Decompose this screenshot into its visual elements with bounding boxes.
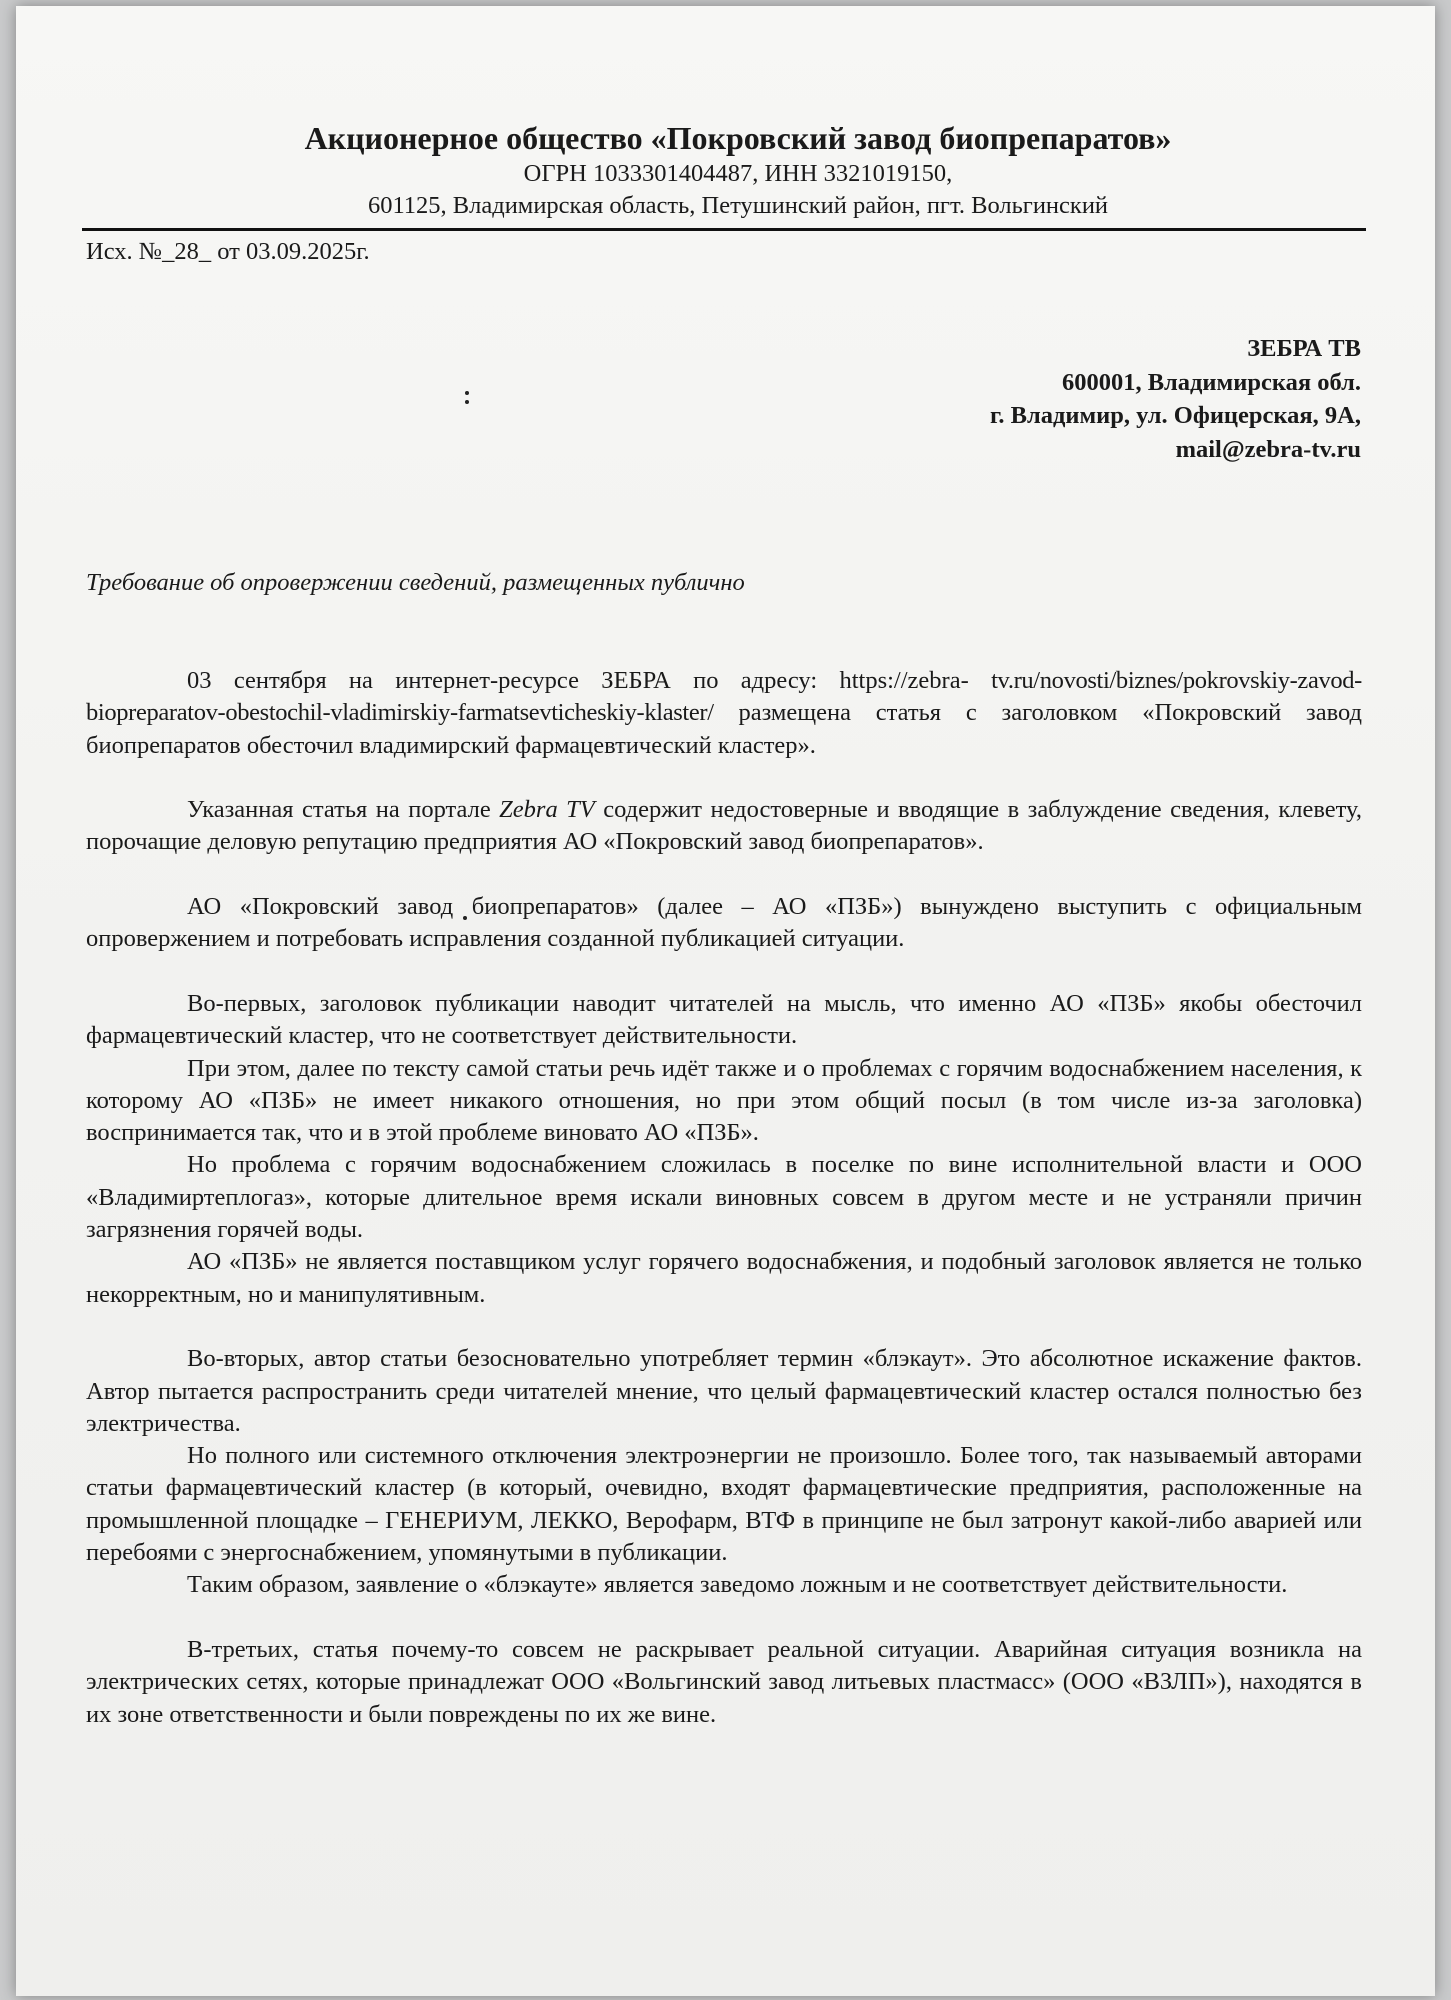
scan-speck xyxy=(465,391,469,395)
article-url: tv.ru/novosti/biznes/pokrovskiy-zavod-biopreparatov-obestochil-vladimirskiy-farmatsevticheskiy-klaster/ xyxy=(86,667,1362,727)
paragraph xyxy=(86,665,1362,762)
paragraph: Но проблема с горячим водоснабжением сложилась в поселке по вине исполнительной власти и ООО «Владимиртеплогаз», которые длительное время искали виновных совсем в другом месте и не устраняли причин загрязнения горячей воды. xyxy=(86,1151,1362,1244)
outgoing-number: Исх. №_28_ от 03.09.2025г. xyxy=(86,238,370,265)
paragraph xyxy=(86,794,1362,859)
paragraph: В-третьих, статья почему-то совсем не раскрывает реальной ситуации. Аварийная ситуация возникла на электрических сетях, которые принадлежат ООО «Вольгинский завод литьевых пластмасс» (ООО «ВЗЛП»), находятся в их зоне ответственности и были повреждены по их же вине. xyxy=(86,1635,1362,1728)
company-registration: ОГРН 1033301404487, ИНН 3321019150, xyxy=(523,160,953,187)
company-name: Акционерное общество «Покровский завод биопрепаратов» xyxy=(304,120,1172,156)
paragraph: Но полного или системного отключения электроэнергии не произошло. Более того, так называемый авторами статьи фармацевтический кластер (в который, очевидно, входят фармацевтические предприятия, расположенные на промышленной площадке – ГЕНЕРИУМ, ЛЕККО, Верофарм, ВТФ в принципе не был затронут какой-либо аварией или перебоями с энергоснабжением, упомянутыми в публикации. xyxy=(86,1442,1362,1567)
recipient-address-line-1: 600001, Владимирская обл. xyxy=(1061,368,1361,396)
letterhead-divider xyxy=(82,228,1366,231)
recipient-block xyxy=(990,332,1361,466)
letter-body xyxy=(86,665,1362,1731)
letter-page xyxy=(16,6,1435,1996)
paragraph: При этом, далее по тексту самой статьи речь идёт также и о проблемах с горячим водоснабжением населения, к которому АО «ПЗБ» не имеет никакого отношения, но при этом общий посыл (в том числе из-за заголовка) воспринимается так, что и в этой проблеме виновато АО «ПЗБ». xyxy=(86,1054,1362,1147)
paragraph-text: размещена статья с заголовком «Покровский завод биопрепаратов обесточил владимирский фармацевтический кластер». xyxy=(86,699,1362,759)
recipient-email: mail@zebra-tv.ru xyxy=(1175,435,1361,463)
letterhead xyxy=(16,118,1435,222)
paragraph-text: содержит недостоверные и вводящие в заблуждение сведения, клевету, порочащие деловую репутацию предприятия АО «Покровский завод биопрепаратов». xyxy=(86,796,1362,856)
letter-subject: Требование об опровержении сведений, размещенных публично xyxy=(86,569,745,596)
scan-speck xyxy=(465,400,469,404)
portal-name: Zebra TV xyxy=(499,796,595,824)
paragraph: Таким образом, заявление о «блэкауте» является заведомо ложным и не соответствует действительности. xyxy=(187,1571,1288,1599)
company-address: 601125, Владимирская область, Петушинский район, пгт. Вольгинский xyxy=(367,192,1109,219)
paragraph: Во-вторых, автор статьи безосновательно употребляет термин «блэкаут». Это абсолютное искажение фактов. Автор пытается распространить среди читателей мнение, что целый фармацевтический кластер остался полностью без электричества. xyxy=(86,1345,1362,1437)
paragraph: АО «Покровский завод биопрепаратов» (далее – АО «ПЗБ») вынуждено выступить с официальным опровержением и потребовать исправления созданной публикацией ситуации. xyxy=(86,893,1362,953)
paragraph: АО «ПЗБ» не является поставщиком услуг горячего водоснабжения, и подобный заголовок является не только некорректным, но и манипулятивным. xyxy=(86,1248,1362,1308)
recipient-address-line-2: г. Владимир, ул. Офицерская, 9А, xyxy=(990,402,1361,429)
paragraph: Во-первых, заголовок публикации наводит читателей на мысль, что именно АО «ПЗБ» якобы обесточил фармацевтический кластер, что не соответствует действительности. xyxy=(86,989,1362,1050)
recipient-name: ЗЕБРА ТВ xyxy=(1247,335,1361,362)
paragraph-text: 03 сентября на интернет-ресурсе ЗЕБРА по адресу: https://zebra- xyxy=(187,667,969,694)
paragraph-text: Указанная статья на портале xyxy=(187,796,500,824)
